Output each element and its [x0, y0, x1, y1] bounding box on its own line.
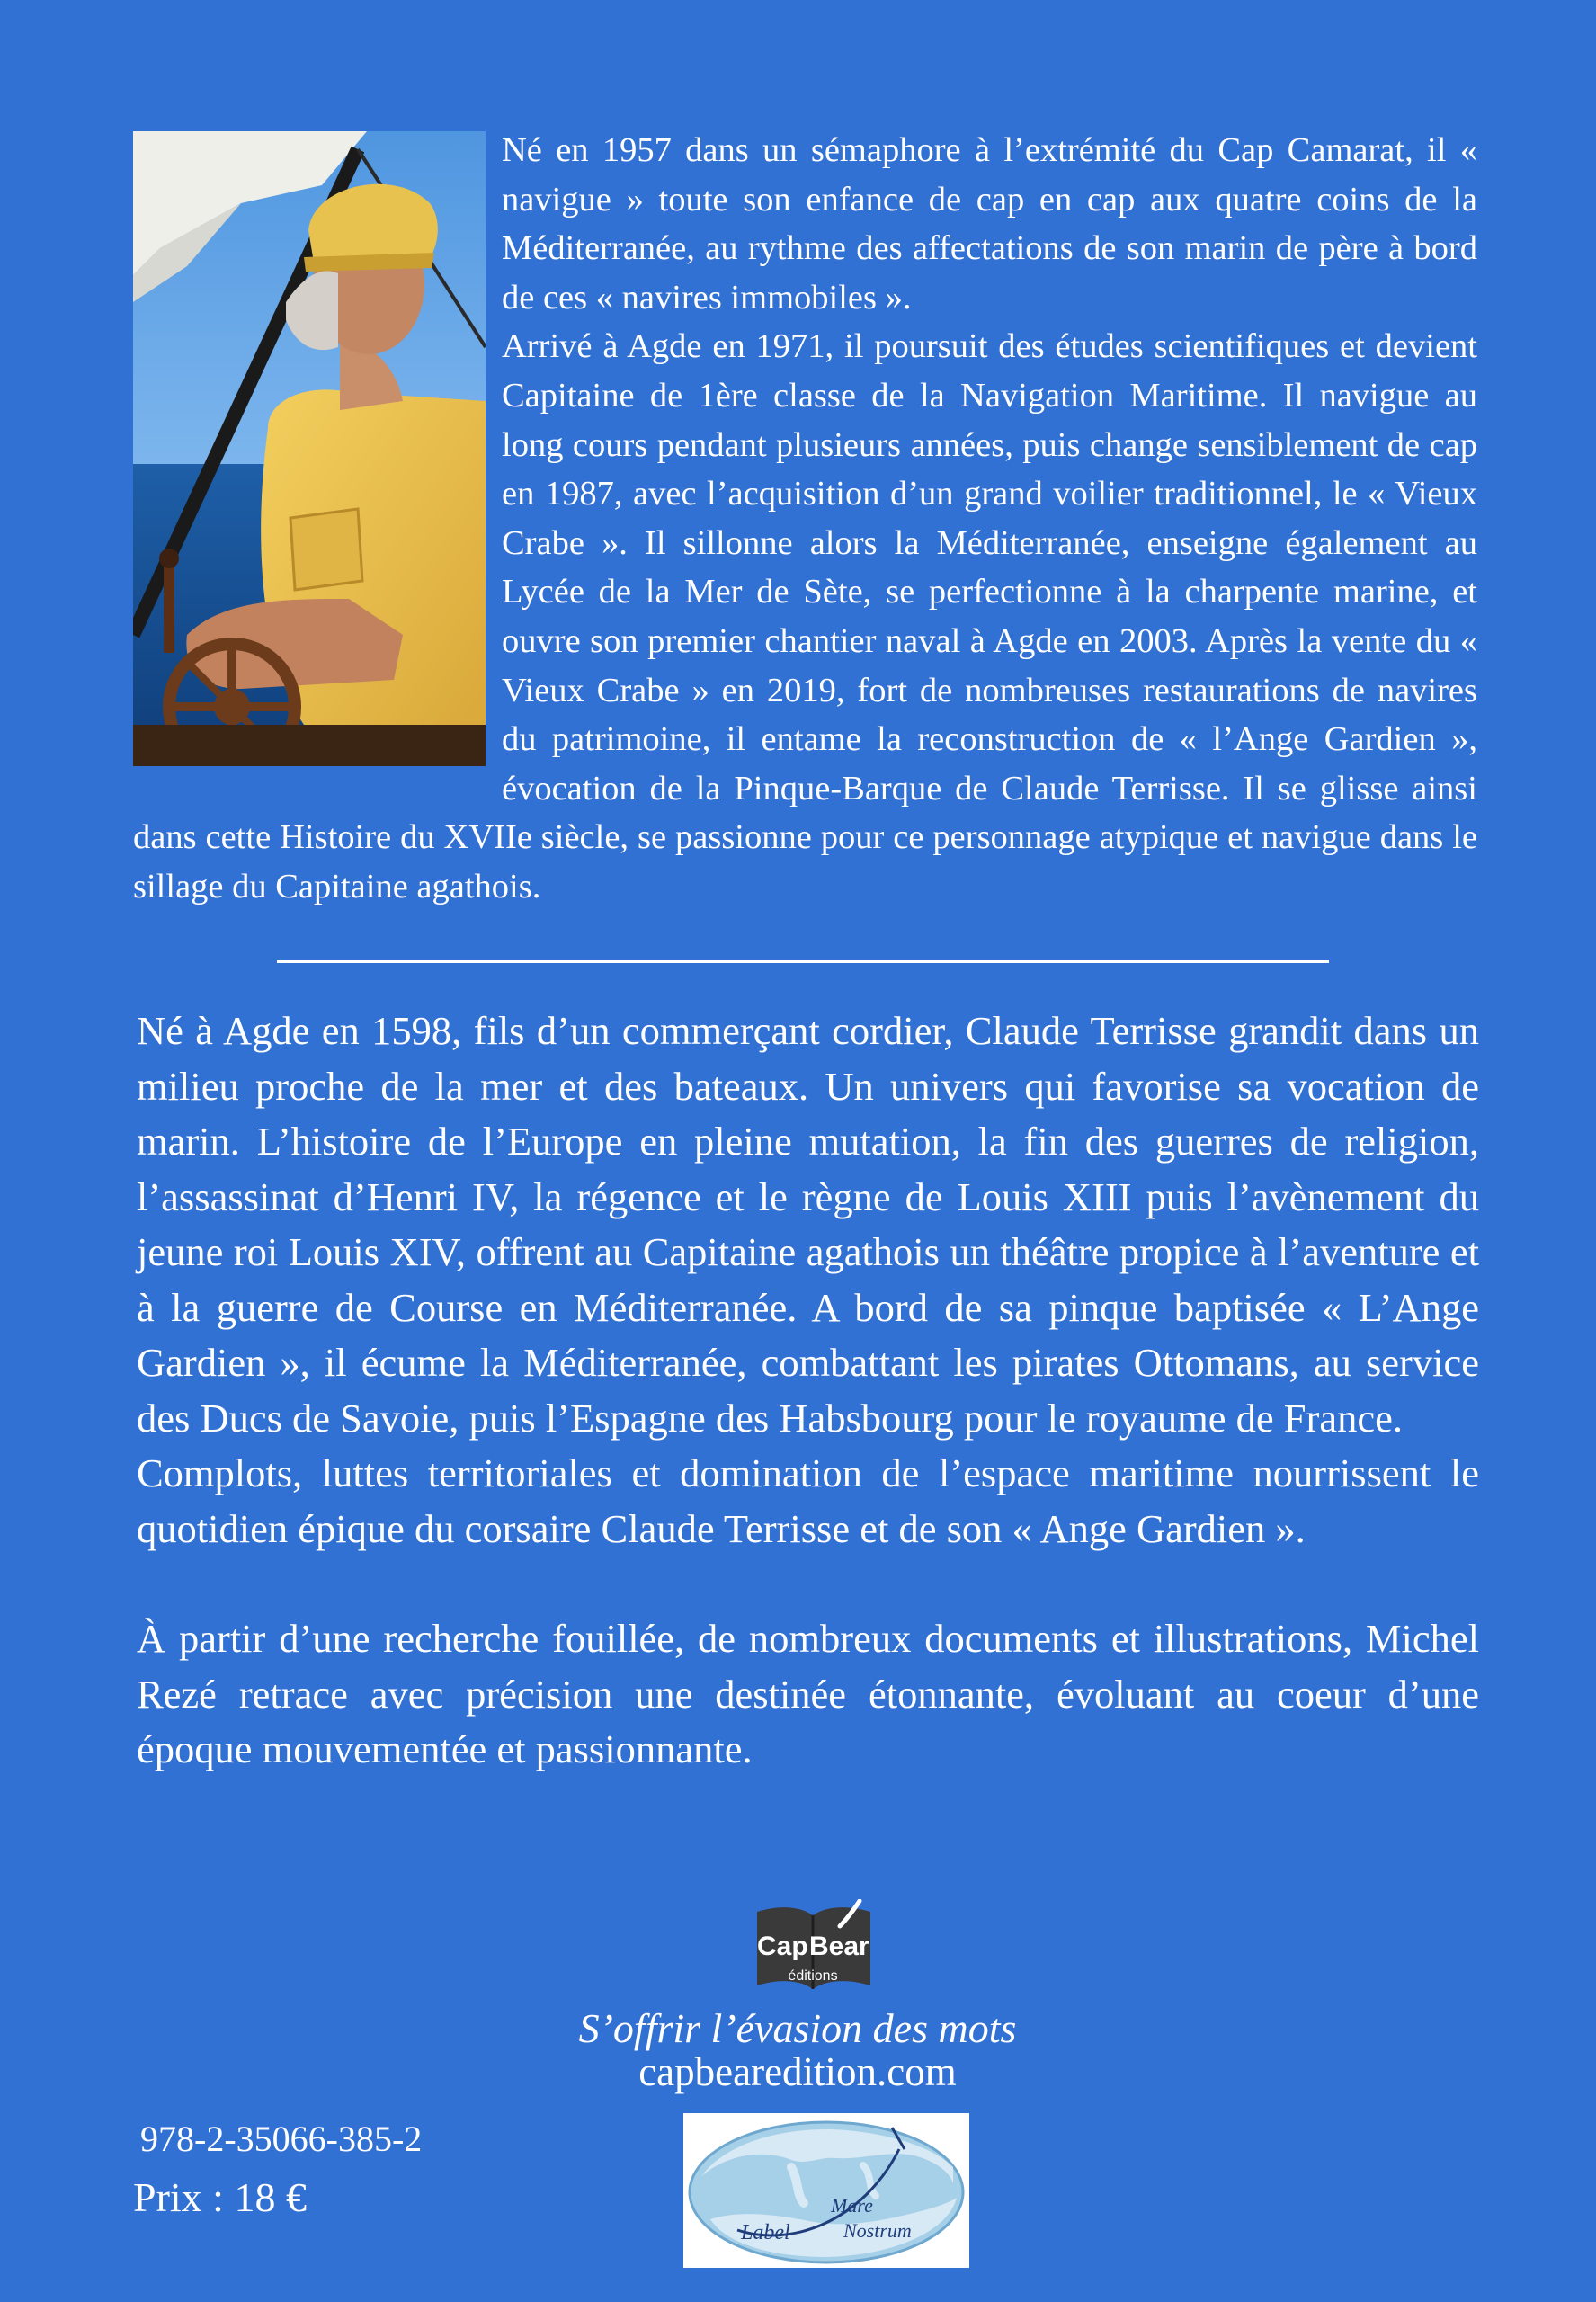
label-word-label: Label — [741, 2221, 790, 2244]
paragraph-spacer — [137, 1557, 1479, 1611]
publisher-tagline: S’offrir l’évasion des mots — [578, 2005, 1017, 2051]
publisher-logo-word-cap: Cap — [757, 1932, 808, 1961]
isbn: 978-2-35066-385-2 — [140, 2119, 423, 2159]
publisher-logo-icon — [753, 1899, 874, 1994]
author-photo-image — [133, 131, 486, 766]
label-word-nostrum: Nostrum — [843, 2219, 912, 2242]
author-bio-paragraph-2: Arrivé à Agde en 1971, il poursuit des études scientifiques et devient Capitaine de 1ère classe de la Navigation Maritime. Il navigue au long cours pendant plusieurs années, puis change sensiblement de cap en 1987, avec l’acquisition d’un grand voilier traditionnel, le « Vieux Crabe ». Il sillonne alors la Méditerranée, enseigne également au Lycée de la Mer de Sète, se perfectionne à la charpente marine, et ouvre son premier chantier naval à Agde en 2003. Après la vente du « Vieux Crabe » en 2019, fort de nombreuses restaurations de navires du patrimoine, il entame la reconstruction de « l’Ange Gardien », évocation de la Pinque-Barque de Claude Terrisse. Il se glisse ainsi dans cette Histoire du XVIIe siècle, se passionne pour ce personnage atypique et navigue dans le sillage du Capitaine agathois. — [133, 327, 1477, 906]
author-bio-paragraph-1: Né en 1957 dans un sémaphore à l’extrémité du Cap Camarat, il « navigue » toute son enfance de cap en cap aux quatre coins de la Méditerranée, au rythme des affectations de son marin de père à bord de ces « navires immobiles ». — [502, 131, 1477, 317]
author-photo — [133, 131, 486, 766]
price: Prix : 18 € — [133, 2174, 307, 2220]
section-divider — [277, 960, 1329, 963]
mare-nostrum-label — [683, 2113, 969, 2268]
synopsis-paragraph-1: Né à Agde en 1598, fils d’un commerçant cordier, Claude Terrisse grandit dans un milieu proche de la mer et des bateaux. Un univers qui favorise sa vocation de marin. L’histoire de l’Europe en pleine mutation, la fin des guerres de religion, l’assassinat d’Henri IV, la régence et le règne de Louis XIII puis l’avènement du jeune roi Louis XIV, offrent au Capitaine agathois un théâtre propice à l’aventure et à la guerre de Course en Méditerranée. A bord de sa pinque baptisée « L’Ange Gardien », il écume la Méditerranée, combattant les pirates Ottomans, au service des Ducs de Savoie, puis l’Espagne des Habsbourg pour le royaume de France. — [137, 1008, 1479, 1441]
publisher-website: capbearedition.com — [638, 2049, 957, 2094]
publisher-logo-word-editions: éditions — [788, 1968, 838, 1984]
label-word-mare: Mare — [831, 2194, 873, 2217]
synopsis-paragraph-3: À partir d’une recherche fouillée, de nombreux documents et illustrations, Michel Rezé retrace avec précision une destinée étonnante, évoluant au coeur d’une époque mouvementée et passionnante. — [137, 1616, 1479, 1771]
publisher-logo-word-bear: Bear — [809, 1932, 869, 1961]
author-bio — [133, 126, 1477, 917]
mare-nostrum-map-icon — [683, 2113, 969, 2268]
synopsis — [137, 1004, 1479, 1778]
synopsis-paragraph-2: Complots, luttes territoriales et domination de l’espace maritime nourrissent le quotidien épique du corsaire Claude Terrisse et de son « Ange Gardien ». — [137, 1450, 1479, 1551]
